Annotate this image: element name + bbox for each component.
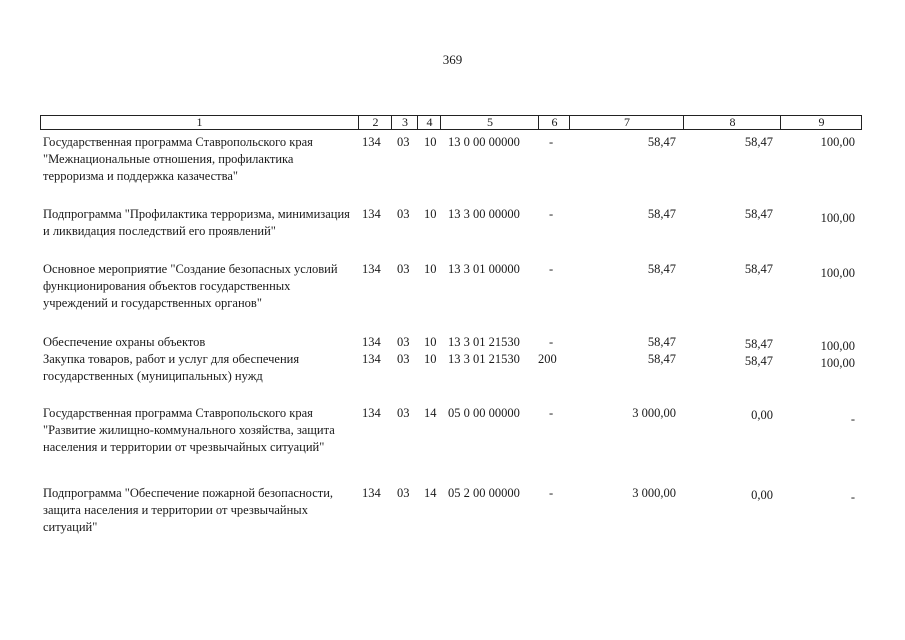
row-col-2: 134	[362, 335, 381, 349]
row-col-6: -	[549, 335, 554, 349]
header-col-2: 2	[358, 116, 392, 129]
row-col-4: 10	[424, 207, 437, 221]
row-name: Закупка товаров, работ и услуг для обеспечения государственных (муниципальных) нужд	[43, 352, 300, 383]
row-col-2: 134	[362, 352, 381, 366]
row-col-7: 58,47	[647, 335, 676, 349]
row-col-5: 13 0 00 00000	[448, 135, 520, 149]
row-col-9: 100,00	[820, 211, 855, 225]
row-col-7: 58,47	[647, 262, 676, 276]
row-col-2: 134	[362, 135, 381, 149]
row-col-3: 03	[397, 352, 410, 366]
row-col-9: 100,00	[820, 266, 855, 280]
row-col-5: 05 0 00 00000	[448, 406, 520, 420]
row-name: Государственная программа Ставропольского края "Межнациональные отношения, профилактика терроризма и поддержка казачества"	[43, 135, 313, 183]
row-name: Подпрограмма "Профилактика терроризма, минимизация и ликвидация последствий его проявлений"	[43, 207, 350, 238]
row-col-7: 3 000,00	[632, 406, 676, 420]
row-col-9: 100,00	[820, 135, 855, 149]
row-col-2: 134	[362, 262, 381, 276]
row-col-4: 14	[424, 486, 437, 500]
row-col-4: 10	[424, 335, 437, 349]
row-col-4: 10	[424, 135, 437, 149]
row-col-8: 58,47	[744, 135, 773, 149]
row-col-5: 05 2 00 00000	[448, 486, 520, 500]
row-col-4: 10	[424, 262, 437, 276]
row-col-3: 03	[397, 486, 410, 500]
row-col-7: 58,47	[647, 207, 676, 221]
row-col-3: 03	[397, 335, 410, 349]
row-col-5: 13 3 01 21530	[448, 335, 520, 349]
header-col-6: 6	[538, 116, 570, 129]
row-col-5: 13 3 00 00000	[448, 207, 520, 221]
header-col-3: 3	[391, 116, 418, 129]
row-col-6: -	[549, 135, 554, 149]
row-col-3: 03	[397, 262, 410, 276]
row-col-3: 03	[397, 135, 410, 149]
row-col-6: -	[549, 262, 554, 276]
row-name: Подпрограмма "Обеспечение пожарной безопасности, защита населения и территории от чрезвычайных ситуаций"	[43, 486, 334, 534]
row-col-8: 58,47	[744, 262, 773, 276]
row-col-8: 58,47	[744, 337, 773, 351]
row-col-2: 134	[362, 207, 381, 221]
row-col-9: 100,00	[820, 356, 855, 370]
row-col-7: 3 000,00	[632, 486, 676, 500]
row-col-8: 0,00	[751, 488, 773, 502]
row-col-3: 03	[397, 207, 410, 221]
header-col-5: 5	[440, 116, 539, 129]
row-name: Государственная программа Ставропольского края "Развитие жилищно-коммунального хозяйства, защита населения и территории от чрезвычайных ситуаций"	[43, 406, 335, 454]
header-col-7: 7	[569, 116, 684, 129]
row-name: Основное мероприятие "Создание безопасных условий функционирования объектов государственных учреждений и государственных органов"	[43, 262, 338, 310]
row-col-3: 03	[397, 406, 410, 420]
row-col-6: -	[549, 486, 554, 500]
row-col-8: 58,47	[744, 207, 773, 221]
row-col-6: -	[549, 207, 554, 221]
header-col-4: 4	[417, 116, 441, 129]
row-col-9: 100,00	[820, 339, 855, 353]
row-col-7: 58,47	[647, 352, 676, 366]
row-col-2: 134	[362, 406, 381, 420]
row-name: Обеспечение охраны объектов	[43, 335, 206, 349]
row-col-2: 134	[362, 486, 381, 500]
row-col-9: -	[850, 490, 855, 504]
row-col-9: -	[850, 412, 855, 426]
row-col-4: 14	[424, 406, 437, 420]
row-col-6: -	[549, 406, 554, 420]
header-col-1: 1	[196, 115, 203, 129]
row-col-7: 58,47	[647, 135, 676, 149]
row-col-5: 13 3 01 00000	[448, 262, 520, 276]
row-col-5: 13 3 01 21530	[448, 352, 520, 366]
row-col-8: 0,00	[751, 408, 773, 422]
row-col-4: 10	[424, 352, 437, 366]
row-col-6: 200	[538, 352, 557, 366]
header-col-9: 9	[780, 116, 862, 129]
page-number: 369	[442, 52, 463, 67]
header-col-8: 8	[683, 116, 781, 129]
row-col-8: 58,47	[744, 354, 773, 368]
